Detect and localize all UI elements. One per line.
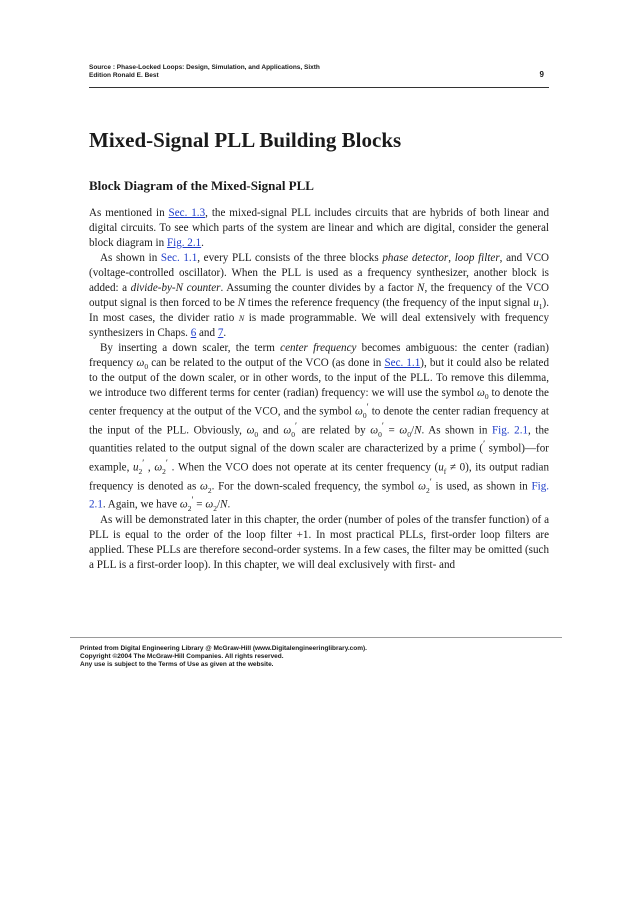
source-line-2: Edition Ronald E. Best [89, 72, 159, 79]
link-sec-1-1[interactable]: Sec. 1.1 [160, 252, 198, 264]
footer-line-3: Any use is subject to the Terms of Use as given at the website. [80, 661, 274, 668]
paragraph-2: As shown in Sec. 1.1, every PLL consists of the three blocks phase detector, loop filter, and VCO (voltage-controlled oscillator). When the PLL is used as a frequency synthesizer, another block is added: a divide-by-N counter. Assuming the counter divides by a factor N, the frequency of the VCO output signal is then forced to be N times the reference frequency (the frequency of the input signal $u_1$). In most cases, the divider ratio N is made programmable. We will deal extensively with frequency synthesizers in Chaps. 6 and 7. [89, 252, 550, 339]
footer-rule [70, 637, 562, 638]
header-rule [89, 87, 549, 88]
paragraph-4: As will be demonstrated later in this chapter, the order (number of poles of the transfer function) of a PLL is equal to the order of the loop filter +1. In most practical PLLs, first-order loop filters are applied. These PLLs are therefore second-order systems. In a few cases, the filter may be omitted (such a PLL is a first-order loop). In this chapter, we will deal exclusively with first- and [89, 514, 549, 572]
link-sec-1-1b[interactable]: Sec. 1.1 [384, 357, 421, 369]
link-chap-6[interactable]: 6 [190, 327, 197, 339]
section-heading: Block Diagram of the Mixed-Signal PLL [89, 178, 314, 193]
footer-line-2: Copyright ©2004 The McGraw-Hill Companies. All rights reserved. [80, 653, 284, 660]
link-fig-2-1b[interactable]: Fig. 2.1 [492, 424, 529, 437]
link-fig-2-1[interactable]: Fig. 2.1 [166, 237, 202, 249]
body-text [89, 206, 549, 573]
link-fig-2-1c[interactable]: Fig. 2.1 [89, 480, 550, 512]
paragraph-1: As mentioned in Sec. 1.3, the mixed-signal PLL includes circuits that are hybrids of both linear and digital circuits. To see which parts of the system are linear and which are digital, consider the general block diagram in Fig. 2.1. [89, 207, 549, 249]
link-chap-7[interactable]: 7 [217, 327, 224, 339]
footer-line-1: Printed from Digital Engineering Library @ McGraw-Hill (www.Digitalengineeringlibrary.com). [80, 645, 367, 652]
link-sec-1-3[interactable]: Sec. 1.3 [168, 207, 206, 219]
source-line-1: Source : Phase-Locked Loops: Design, Simulation, and Applications, Sixth [89, 64, 320, 71]
paragraph-3: By inserting a down scaler, the term center frequency becomes ambiguous: the center (radian) frequency $\omega_0$ can be related to the output of the VCO (as done in Sec. 1.1), but it could also be related to the output of the down scaler, or in other words, to the input of the PLL. To remove this dilemma, we introduce two different terms for center (radian) frequency: we will use the symbol $\omega_0$ to denote the center frequency at the output of the VCO, and the symbol $\omega_0'$ to denote the center radian frequency at the input of the PLL. Obviously, $\omega_0$ and $\omega_0'$ are related by $\omega_0' = \omega_0/N$. As shown in Fig. 2.1, the quantities related to the output signal of the down scaler are characterized by a prime (′ symbol)—for example, $u_2'$ , $\omega_2'$ . When the VCO does not operate at its center frequency $(u_f \ne 0)$, its output radian frequency is denoted as $\omega_2$. For the down-scaled frequency, the symbol $\omega_2'$ is used, as shown in Fig. 2.1. Again, we have $\omega_2' = \omega_2/N$. [89, 342, 550, 514]
copyright-footer [80, 645, 550, 669]
source-header [89, 64, 549, 80]
chapter-title: Mixed-Signal PLL Building Blocks [89, 128, 402, 152]
page-number: 9 [539, 70, 544, 79]
